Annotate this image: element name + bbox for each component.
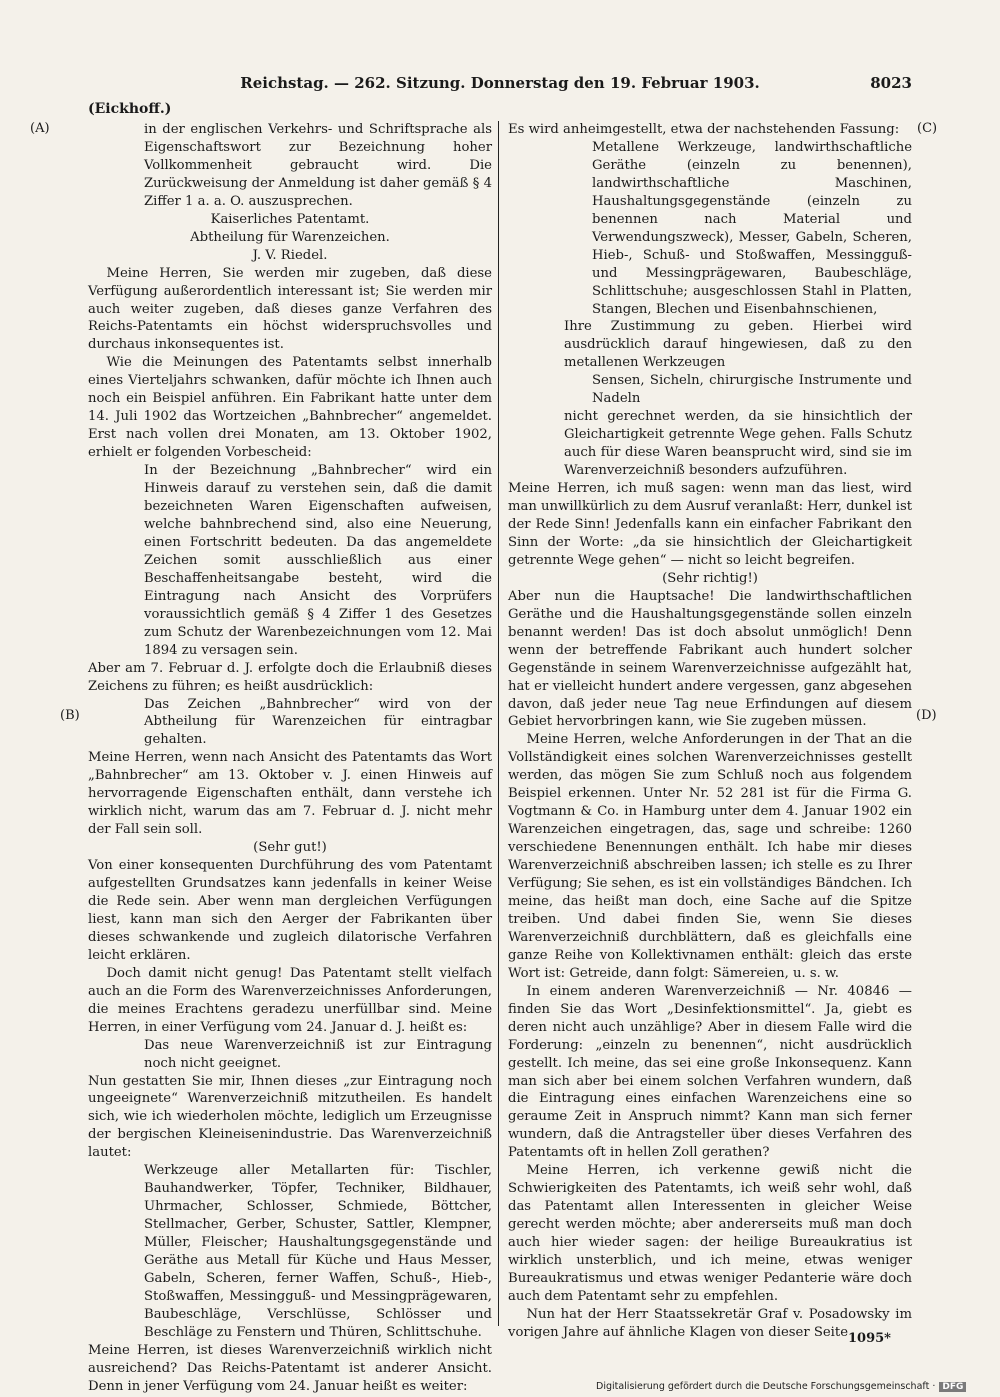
paragraph: Wie die Meinungen des Patentamts selbst innerhalb eines Vierteljahrs schwanken, dafür möchte ich Ihnen auch noch ein Beispiel anführen. Ein Fabrikant hatte unter dem 14. Juli 1902 das Wortzeichen „Bahnbrecher“ angemeldet. Erst nach vollen drei Monaten, am 13. Oktober 1902, erhielt er folgenden Vorbescheid: [88, 355, 492, 461]
speaker-name: (Eickhoff.) [88, 101, 172, 117]
quote-suggestion-intro: Es wird anheimgestellt, etwa der nachstehenden Fassung: [508, 122, 900, 137]
running-header [88, 74, 912, 98]
paragraph: Meine Herren, ich muß sagen: wenn man das liest, wird man unwillkürlich zu dem Ausruf veranlaßt: Herr, dunkel ist der Rede Sinn! Jedenfalls kann ein einfacher Fabrikant den Sinn der Worte: „da sie hinsichtlich der Gleichartigkeit getrennte Wege gehen“ — nicht so leicht begreifen. [508, 481, 913, 568]
quote-goods-directory: Werkzeuge aller Metallarten für: Tischler, Bauhandwerker, Töpfer, Techniker, Bildhauer, Uhrmacher, Schlosser, Schmiede, Böttcher, Stellmacher, Gerber, Schuster, Sattler, Klempner, Müller, Fleischer; Haushaltungsgegenstände und Geräthe aus Metall für Küche und Haus Messer, Gabeln, Scheren, ferner Waffen, Schuß-, Hieb-, Stoßwaffen, Messingguß- und Messingprägewaren, Baubeschläge, Verschlüsse, Schlösser und Beschläge zu Fenstern und Thüren, Schlittschuhe. [144, 1163, 492, 1340]
sheet-number: 1095* [848, 1331, 891, 1346]
margin-mark-c: (C) [917, 121, 938, 136]
margin-mark-d: (D) [916, 708, 937, 723]
paragraph: Meine Herren, Sie werden mir zugeben, daß diese Verfügung außerordentlich interessant ist; Sie werden mir auch weiter zugeben, daß dieses ganze Verfahren des Reichs-Patentamts ein höchst widerspruchsvolles und durchaus inkonsequentes ist. [88, 265, 492, 353]
paragraph: Von einer konsequenten Durchführung des vom Patentamt aufgestellten Grundsatzes kann jedenfalls in keiner Weise die Rede sein. Aber wenn man dergleichen Verfügungen liest, kann man sich den Aerger der Fabrikanten über dieses schwankende und zugleich dilatorische Verfahren leicht erklären. [88, 858, 492, 963]
quote-rejection: in der englischen Verkehrs- und Schriftsprache als Eigenschaftswort zur Bezeichnung hoher Vollkommenheit gebraucht wird. Die Zurückweisung der Anmeldung ist daher gemäß § 4 Ziffer 1 a. a. O. auszusprechen. [144, 122, 492, 209]
paragraph: Nun hat der Herr Staatssekretär Graf v. Posadowsky im vorigen Jahre auf ähnliche Klagen von dieser Seite [508, 1306, 912, 1340]
dfg-logo: DFG [939, 1382, 966, 1392]
paragraph: In einem anderen Warenverzeichniß — Nr. 40846 — finden Sie das Wort „Desinfektionsmittel“. Ja, giebt es deren nicht auch unzählige? Aber in diesem Falle wird die Forderung: „einzeln zu benennen“, nicht ausdrücklich gestellt. Ich meine, das sei eine große Inkonsequenz. Kann man sich aber bei einem solchen Verfahren wundern, daß die Eintragung eines einfachen Warenzeichens eine so geraume Zeit in Anspruch nimmt? Kann man sich ferner wundern, daß die Antragsteller über dieses Verfahren des Patentamts oft in hellen Zoll gerathen? [508, 983, 912, 1161]
paragraph: Meine Herren, wenn nach Ansicht des Patentamts das Wort „Bahnbrecher“ am 13. Oktober v. J. einen Hinweis auf hervorragende Eigenschaften enthält, dann verstehe ich wirklich nicht, warum das am 7. Februar d. J. nicht mehr der Fall sein soll. [88, 750, 492, 838]
interjection: (Sehr gut!) [253, 840, 327, 856]
margin-mark-a: (A) [30, 121, 50, 136]
quote-suggested-wording: Metallene Werkzeuge, landwirthschaftliche Geräthe (einzeln zu benennen), landwirthschaftliche Maschinen, Haushaltungsgegenstände (einzeln zu benennen nach Material und Verwendungszweck), Messer, Gabeln, Scheren, Hieb-, Schuß- und Stoßwaffen, Messingguß- und Messingprägewaren, Baubeschläge, Schlittschuhe; ausgeschlossen Stahl in Platten, Stangen, Blechen und Eisenbahnschienen, [592, 139, 912, 317]
quote-suggestion-end: nicht gerechnet werden, da sie hinsichtlich der Gleichartigkeit getrennte Wege gehen. Falls Schutz auch für diese Waren beansprucht wird, sind sie im Warenverzeichniß besonders aufzuführen. [564, 409, 912, 479]
header-title: Reichstag. — 262. Sitzung. Donnerstag den 19. Februar 1903. [240, 74, 760, 92]
paragraph: Doch damit nicht genug! Das Patentamt stellt vielfach auch an die Form des Warenverzeichnisses Anforderungen, die meines Erachtens geradezu unerfüllbar sind. Meine Herren, in einer Verfügung vom 24. Januar d. J. heißt es: [88, 965, 492, 1035]
paragraph: Aber am 7. Februar d. J. erfolgte doch die Erlaubniß dieses Zeichens zu führen; es heißt ausdrücklich: [88, 660, 492, 694]
signature-department: Abtheilung für Warenzeichen. [190, 229, 390, 245]
paragraph: Nun gestatten Sie mir, Ihnen dieses „zur Eintragung noch ungeeignete“ Warenverzeichniß mitzutheilen. Es handelt sich, wie ich wiederholen möchte, lediglich um Erzeugnisse der bergischen Kleineisenindustrie. Das Warenverzeichniß lautet: [88, 1073, 492, 1161]
quote-suggestion-continued: Ihre Zustimmung zu geben. Hierbei wird ausdrücklich darauf hingewiesen, daß zu den metallenen Werkzeugen [564, 319, 912, 371]
signature-office: Kaiserliches Patentamt. [210, 211, 370, 227]
digitization-footer [596, 1381, 996, 1395]
page-number: 8023 [870, 74, 912, 92]
margin-mark-b: (B) [60, 708, 80, 723]
column-divider [498, 121, 499, 1326]
left-column [88, 121, 492, 1394]
quote-preliminary-notice: In der Bezeichnung „Bahnbrecher“ wird ein Hinweis darauf zu verstehen sein, daß die damit bezeichneten Waren Eigenschaften aufweisen, welche bahnbrechend sind, also eine Neuerung, einen Fortschritt bedeuten. Da das angemeldete Zeichen somit ausschließlich aus einer Beschaffenheitsangabe besteht, wird die Eintragung nach Ansicht des Vorprüfers voraussichtlich gemäß § 4 Ziffer 1 des Gesetzes zum Schutz der Warenbezeichnungen vom 12. Mai 1894 zu versagen sein. [144, 463, 492, 658]
paragraph: Meine Herren, ich verkenne gewiß nicht die Schwierigkeiten des Patentamts, ich weiß sehr wohl, daß das Patentamt allen Interessenten in gleicher Weise gerecht werden möchte; aber andererseits muß man doch auch hier wieder sagen: der heilige Bureaukratius ist wirklich unsterblich, und ich meine, etwas weniger Bureaukratismus und etwas weniger Pedanterie wäre doch auch dem Patentamt sehr zu empfehlen. [508, 1163, 912, 1304]
footer-text: Digitalisierung gefördert durch die Deutsche Forschungsgemeinschaft · [596, 1381, 936, 1392]
quote-directory-rejected: Das neue Warenverzeichniß ist zur Eintragung noch nicht geeignet. [144, 1037, 492, 1071]
paragraph: Meine Herren, ist dieses Warenverzeichniß wirklich nicht ausreichend? Das Reichs-Patentamt ist anderer Ansicht. Denn in jener Verfügung vom 24. Januar heißt es weiter: [88, 1342, 492, 1394]
quote-excluded-items: Sensen, Sicheln, chirurgische Instrumente und Nadeln [592, 373, 912, 407]
paragraph: Meine Herren, welche Anforderungen in der That an die Vollständigkeit eines solchen Warenverzeichnisses gestellt werden, das mögen Sie zum Schluß noch aus folgendem Beispiel erkennen. Unter Nr. 52 281 ist für die Firma G. Vogtmann & Co. in Hamburg unter dem 4. Januar 1902 ein Warenzeichen eingetragen, das, sage und schreibe: 1260 verschiedene Benennungen enthält. Ich habe mir dieses Warenverzeichniß abschreiben lassen; ich stelle es zu Ihrer Verfügung; Sie sehen, es ist ein vollständiges Bändchen. Ich meine, das heißt man doch, eine Sache auf die Spitze treiben. Und dabei finden Sie, wenn Sie dieses Warenverzeichniß durchblättern, daß es gleichfalls eine ganze Reihe von Kollektivnamen enthält: gleich das erste Wort ist: Getreide, dann folgt: Sämereien, u. s. w. [508, 732, 912, 981]
signature-name: J. V. Riedel. [252, 247, 328, 263]
quote-approval: Das Zeichen „Bahnbrecher“ wird von der Abtheilung für Warenzeichen für eintragbar gehalten. [144, 696, 492, 748]
interjection: (Sehr richtig!) [662, 570, 758, 586]
paragraph: Aber nun die Hauptsache! Die landwirthschaftlichen Geräthe und die Haushaltungsgegenstände sollen einzeln benannt werden! Das ist doch absolut unmöglich! Denn wenn der betreffende Fabrikant auch hundert solcher Gegenstände in seinem Warenverzeichnisse aufgezählt hat, hat er vielleicht hundert andere vergessen, ganz abgesehen davon, daß jeder neue Tag neue Erfindungen auf diesem Gebiet hervorbringen kann, wie Sie zugeben müssen. [508, 588, 912, 730]
